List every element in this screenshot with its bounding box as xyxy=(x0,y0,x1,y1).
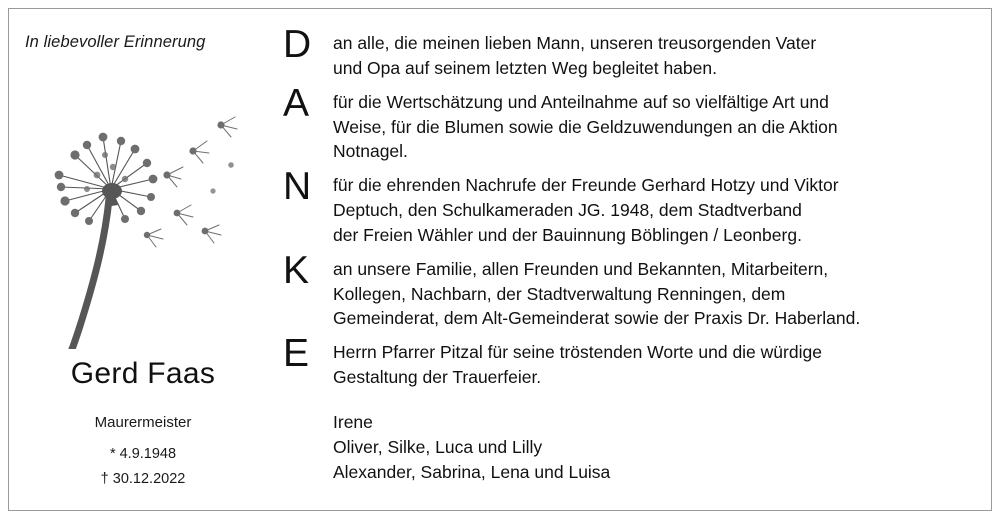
text-line: der Freien Wähler und der Bauinnung Böblingen / Leonberg. xyxy=(333,224,802,245)
danke-text-a xyxy=(333,90,991,165)
notice-content xyxy=(9,9,991,510)
danke-paragraph xyxy=(277,23,991,81)
text-line: Kollegen, Nachbarn, der Stadtverwaltung Renningen, dem xyxy=(333,283,786,304)
danke-letter-k: K xyxy=(283,248,310,292)
text-line: für die Wertschätzung und Anteilnahme auf so vielfältige Art und xyxy=(333,91,829,112)
signature-line: Oliver, Silke, Luca und Lilly xyxy=(333,436,543,457)
danke-paragraph xyxy=(277,81,991,165)
text-line: Herrn Pfarrer Pitzal für seine tröstenden Worte und die würdige xyxy=(333,342,822,363)
deceased-name: Gerd Faas xyxy=(70,357,216,390)
text-line: und Opa auf seinem letzten Weg begleitet haben. xyxy=(333,57,717,78)
danke-letter-e: E xyxy=(283,332,310,376)
danke-letter-a: A xyxy=(283,81,310,125)
danke-text-d xyxy=(333,31,991,81)
danke-text-e xyxy=(333,340,991,390)
text-line: Gestaltung der Trauerfeier. xyxy=(333,367,542,388)
text-line: Gemeinderat, dem Alt-Gemeinderat sowie der Praxis Dr. Haberland. xyxy=(333,308,861,329)
signature-line: Alexander, Sabrina, Lena und Luisa xyxy=(333,461,611,482)
text-line: Notnagel. xyxy=(333,141,408,162)
danke-letter-d: D xyxy=(283,23,312,66)
text-line: für die ehrenden Nachrufe der Freunde Gerhard Hotzy und Viktor xyxy=(333,175,839,196)
dandelion-illustration xyxy=(17,79,273,349)
right-column xyxy=(277,9,991,510)
deceased-profession: Maurermeister xyxy=(94,414,192,431)
text-line: Deptuch, den Schulkameraden JG. 1948, dem Stadtverband xyxy=(333,200,802,221)
death-date: † 30.12.2022 xyxy=(100,471,186,487)
text-line: an alle, die meinen lieben Mann, unseren treusorgenden Vater xyxy=(333,33,817,53)
danke-paragraph xyxy=(277,248,991,332)
signature-block xyxy=(277,410,991,485)
danke-paragraph xyxy=(277,332,991,390)
signature-line: Irene xyxy=(333,411,373,432)
text-line: an unsere Familie, allen Freunden und Bekannten, Mitarbeitern, xyxy=(333,258,829,279)
memorial-intro-text: In liebevoller Erinnerung xyxy=(25,33,206,51)
left-column xyxy=(9,9,277,510)
danke-text-k xyxy=(333,257,991,332)
danke-paragraph xyxy=(277,165,991,248)
text-line: Weise, für die Blumen sowie die Geldzuwendungen an die Aktion xyxy=(333,116,838,137)
danke-text-n xyxy=(333,173,991,248)
birth-date: * 4.9.1948 xyxy=(109,446,177,462)
danke-letter-n: N xyxy=(283,165,312,209)
